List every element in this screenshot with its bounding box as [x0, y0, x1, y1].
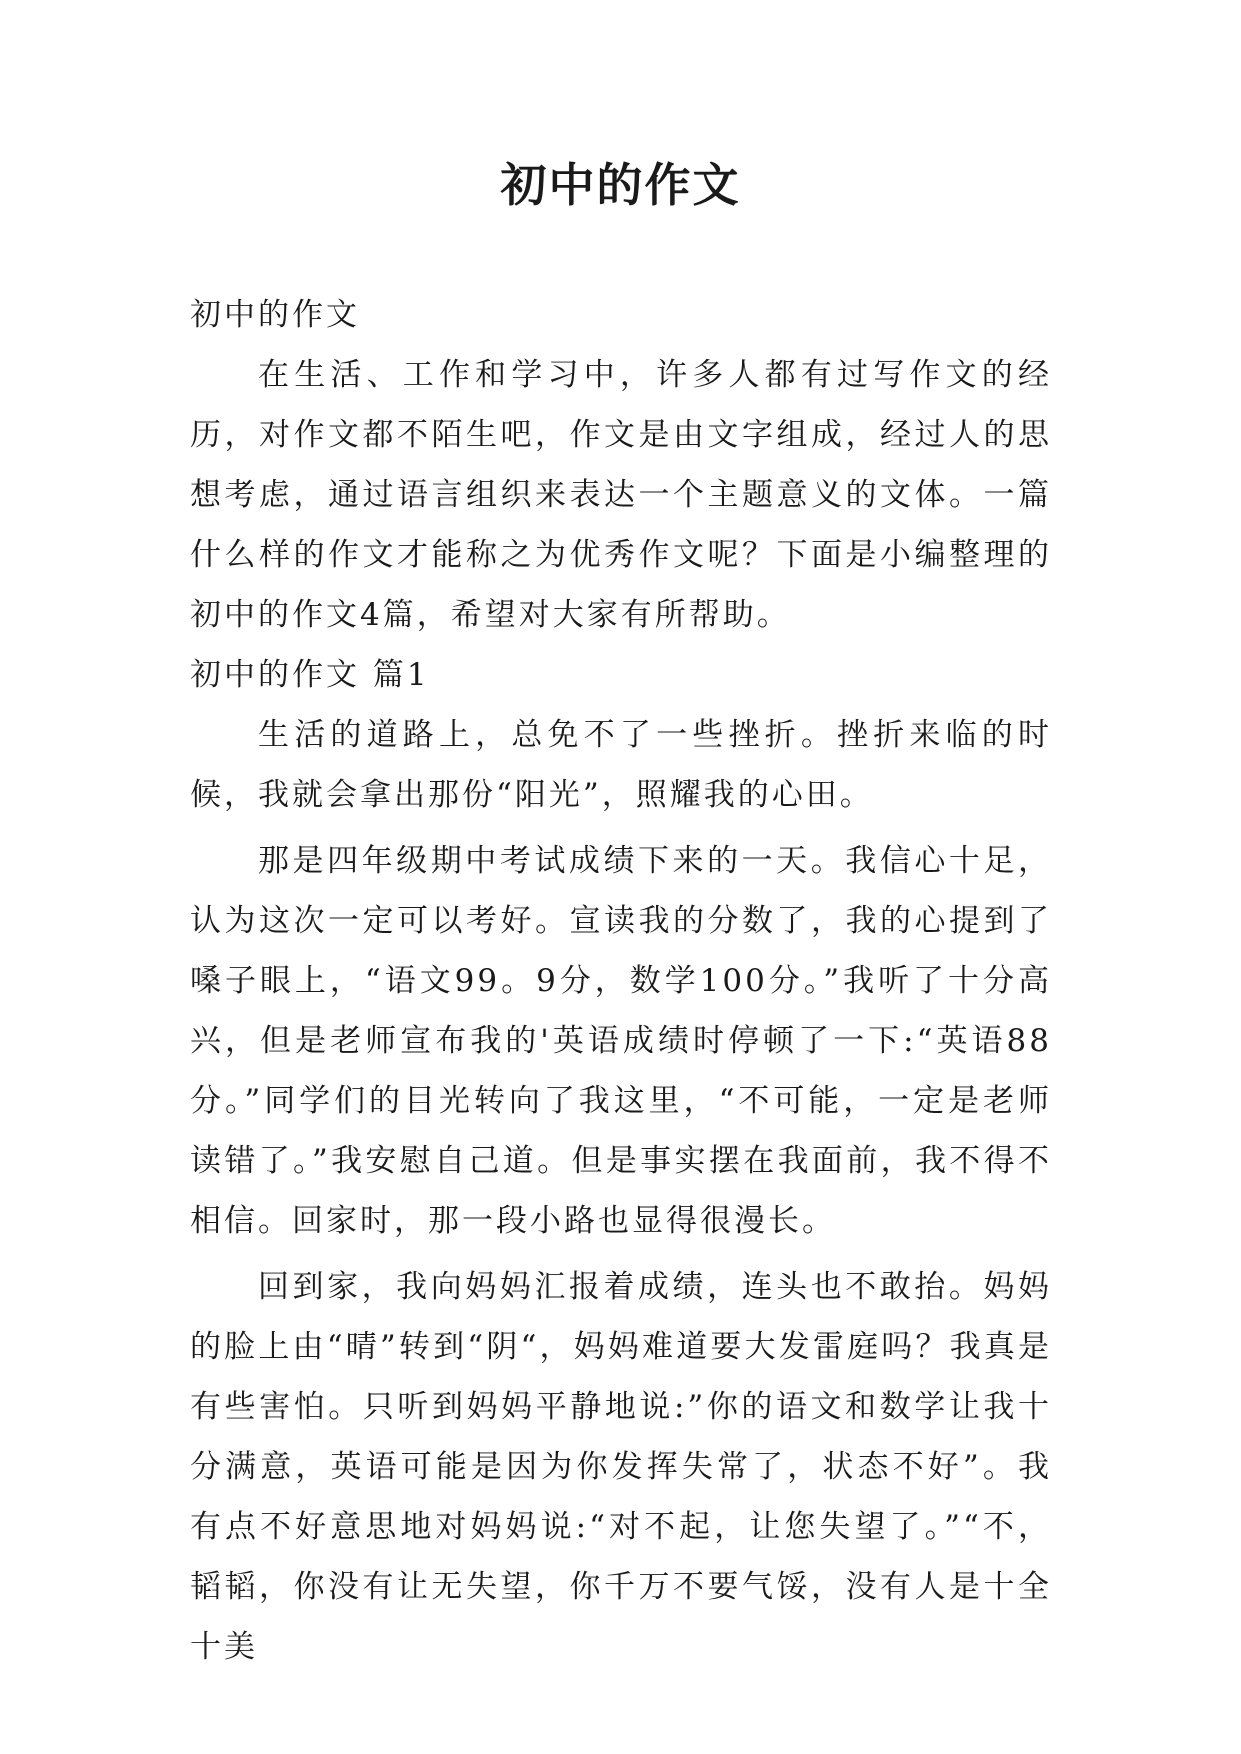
- document-title: 初中的作文: [500, 158, 741, 212]
- paragraph-heading: 初中的作文: [190, 297, 360, 333]
- paragraph-intro: 在生活、工作和学习中，许多人都有过写作文的经历，对作文都不陌生吧，作文是由文字组成，经过人的思想考虑，通过语言组织来表达一个主题意义的文体。一篇什么样的作文才能称之为优秀作文呢？下面是小编整理的初中的作文4篇，希望对大家有所帮助。: [190, 357, 1052, 633]
- paragraph: 那是四年级期中考试成绩下来的一天。我信心十足，认为这次一定可以考好。宣读我的分数了，我的心提到了嗓子眼上，“语文99。9分，数学100分。”我听了十分高兴，但是老师宣布我的'英语成绩时停顿了一下:“英语88分。”同学们的目光转向了我这里，“不可能，一定是老师读错了。”我安慰自己道。但是事实摆在我面前，我不得不相信。回家时，那一段小路也显得很漫长。: [190, 843, 1052, 1239]
- document-body: [190, 285, 1052, 1677]
- section-heading-1: 初中的作文 篇1: [190, 657, 430, 693]
- paragraph: 生活的道路上，总免不了一些挫折。挫折来临的时候，我就会拿出那份“阳光”，照耀我的心田。: [190, 717, 1052, 813]
- paragraph: 回到家，我向妈妈汇报着成绩，连头也不敢抬。妈妈的脸上由“晴”转到“阴“，妈妈难道要大发雷庭吗？我真是有些害怕。只听到妈妈平静地说:”你的语文和数学让我十分满意，英语可能是因为你发挥失常了，状态不好”。我有点不好意思地对妈妈说:“对不起，让您失望了。”“不，韬韬，你没有让无失望，你千万不要气馁，没有人是十全十美: [190, 1269, 1052, 1665]
